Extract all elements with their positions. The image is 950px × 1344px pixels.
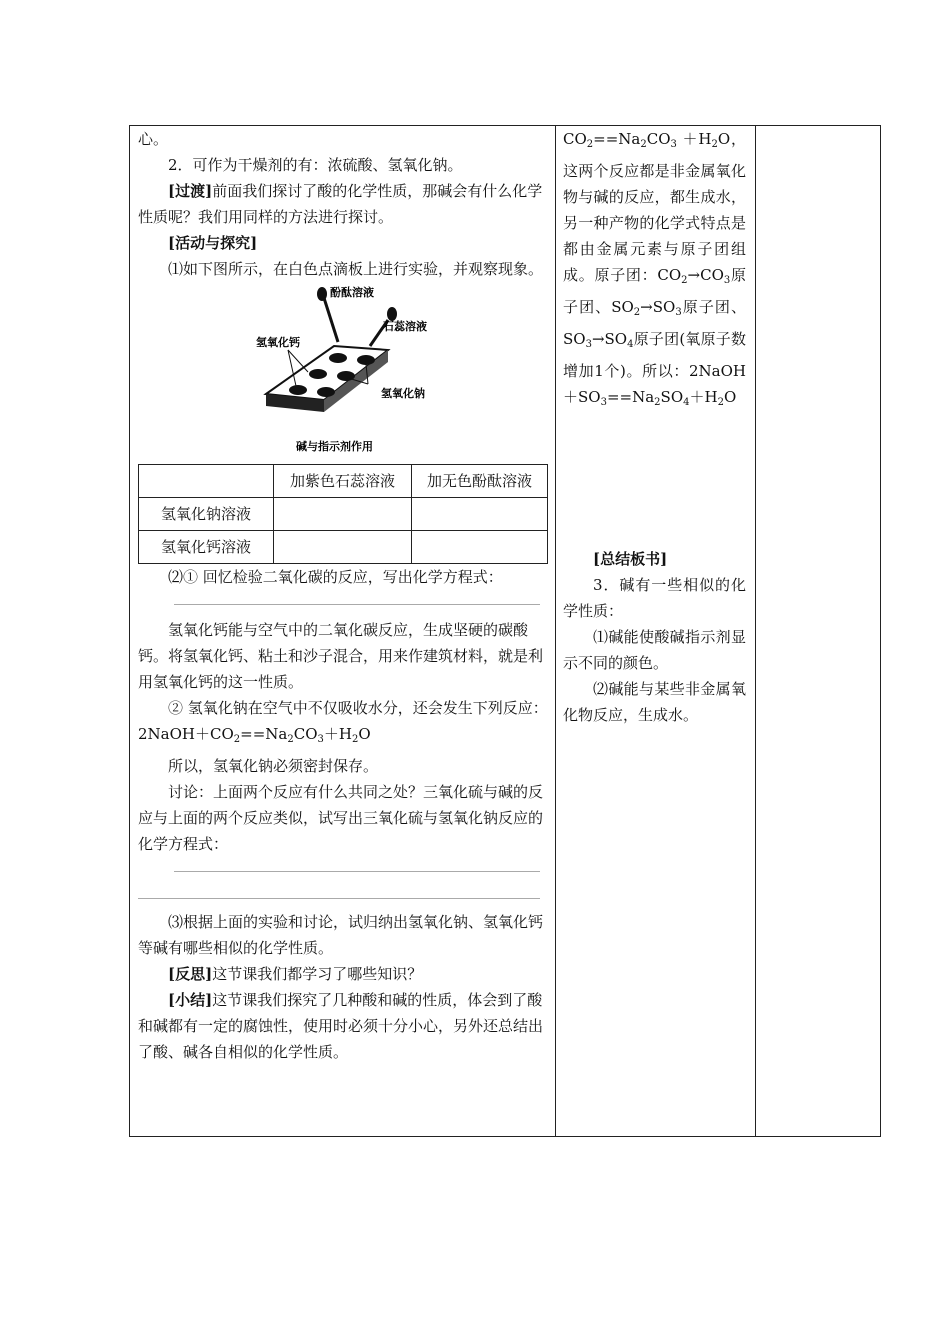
summary-board-heading: [总结板书] xyxy=(593,550,668,568)
table-cell xyxy=(412,531,548,564)
transition-text: 前面我们探讨了酸的化学性质，那碱会有什么化学性质呢？我们用同样的方法进行探讨。 xyxy=(138,182,543,226)
table-cell xyxy=(412,498,548,531)
diagram-caption: 碱与指示剂作用 xyxy=(296,440,373,453)
summary-paragraph xyxy=(138,987,548,1065)
activity-heading: [活动与探究] xyxy=(168,234,258,252)
spacer xyxy=(563,416,746,546)
table-cell xyxy=(274,498,412,531)
experiment-3: ⑶根据上面的实验和讨论，试归纳出氢氧化钠、氢氧化钙等碱有哪些相似的化学性质。 xyxy=(138,913,544,957)
transition-paragraph xyxy=(138,178,548,230)
notes-column xyxy=(563,126,746,728)
summary-text: 这节课我们探究了几种酸和碱的性质，体会到了酸和碱都有一定的腐蚀性，使用时必须十分小心，另外还总结出了酸、碱各自相似的化学性质。 xyxy=(138,991,544,1061)
reflection-tag: [反思] xyxy=(168,965,213,983)
answer-line xyxy=(138,884,540,899)
equation-1: $2NaOH+CO_2==Na_2CO_3+H_2O$ xyxy=(138,725,371,745)
table-row xyxy=(139,498,548,531)
calcium-hydroxide-paragraph: 氢氧化钙能与空气中的二氧化碳反应，生成坚硬的碳酸钙。将氢氧化钙、粘土和沙子混合，用来作建筑材料，就是利用氢氧化钙的这一性质。 xyxy=(138,621,544,691)
reflection-text: 这节课我们都学习了哪些知识？ xyxy=(212,965,423,983)
indicator-table xyxy=(138,464,548,564)
discussion-paragraph: 讨论：上面两个反应有什么共同之处？三氧化硫与碱的反应与上面的两个反应类似，试写出三氧化硫与氢氧化钠反应的化学方程式： xyxy=(138,783,544,853)
summary-board-b: ⑵碱能与某些非金属氧化物反应，生成水。 xyxy=(563,680,746,724)
text-dry-agent: 2．可作为干燥剂的有：浓硫酸、氢氧化钠。 xyxy=(168,156,463,174)
answer-line xyxy=(174,857,540,872)
label-calcium-hydroxide: 氢氧化钙 xyxy=(256,336,300,349)
table-header: 加紫色石蕊溶液 xyxy=(274,465,412,498)
lesson-table xyxy=(129,125,881,1137)
summary-board-a: ⑴碱能使酸碱指示剂显示不同的颜色。 xyxy=(563,628,746,672)
label-phenolphthalein: 酚酞溶液 xyxy=(330,286,374,299)
summary-board-3: 3．碱有一些相似的化学性质： xyxy=(563,576,746,620)
main-column xyxy=(138,126,548,1065)
answer-line xyxy=(174,590,540,605)
reflection-paragraph xyxy=(138,961,548,987)
table-header xyxy=(139,465,274,498)
experiment-1: ⑴如下图所示，在白色点滴板上进行实验，并观察现象。 xyxy=(168,260,544,278)
sodium-hydroxide-paragraph: ② 氢氧化钠在空气中不仅吸收水分，还会发生下列反应： xyxy=(168,699,548,717)
label-litmus: 石蕊溶液 xyxy=(383,320,427,333)
seal-paragraph: 所以，氢氧化钠必须密封保存。 xyxy=(168,757,379,775)
column-divider xyxy=(555,126,556,1136)
indicator-diagram xyxy=(138,284,548,460)
table-cell: 氢氧化钙溶液 xyxy=(139,531,274,564)
spot-plate-illustration xyxy=(138,284,548,460)
summary-tag: [小结] xyxy=(168,991,213,1009)
table-header: 加无色酚酞溶液 xyxy=(412,465,548,498)
text-xin: 心。 xyxy=(138,130,169,148)
table-row xyxy=(139,531,548,564)
transition-tag: [过渡] xyxy=(168,182,213,200)
column-divider xyxy=(755,126,756,1136)
table-cell: 氢氧化钠溶液 xyxy=(139,498,274,531)
notes-explanation: $CO_2==Na_2CO_3 +H_2O$，这两个反应都是非金属氧化物与碱的反应，都生成水，另一种产物的化学式特点是都由金属元素与原子团组成。原子团：$CO_2\to CO_3$原子团、$SO_2\to SO_3$原子团、$SO_3\to SO_4$原子团(氧原子数增加1个)。所以：$2NaOH+SO_3==Na_2SO_4+H_2O$ xyxy=(563,130,746,408)
table-cell xyxy=(274,531,412,564)
label-sodium-hydroxide: 氢氧化钠 xyxy=(381,387,425,400)
experiment-2: ⑵① 回忆检验二氧化碳的反应，写出化学方程式： xyxy=(168,568,503,586)
